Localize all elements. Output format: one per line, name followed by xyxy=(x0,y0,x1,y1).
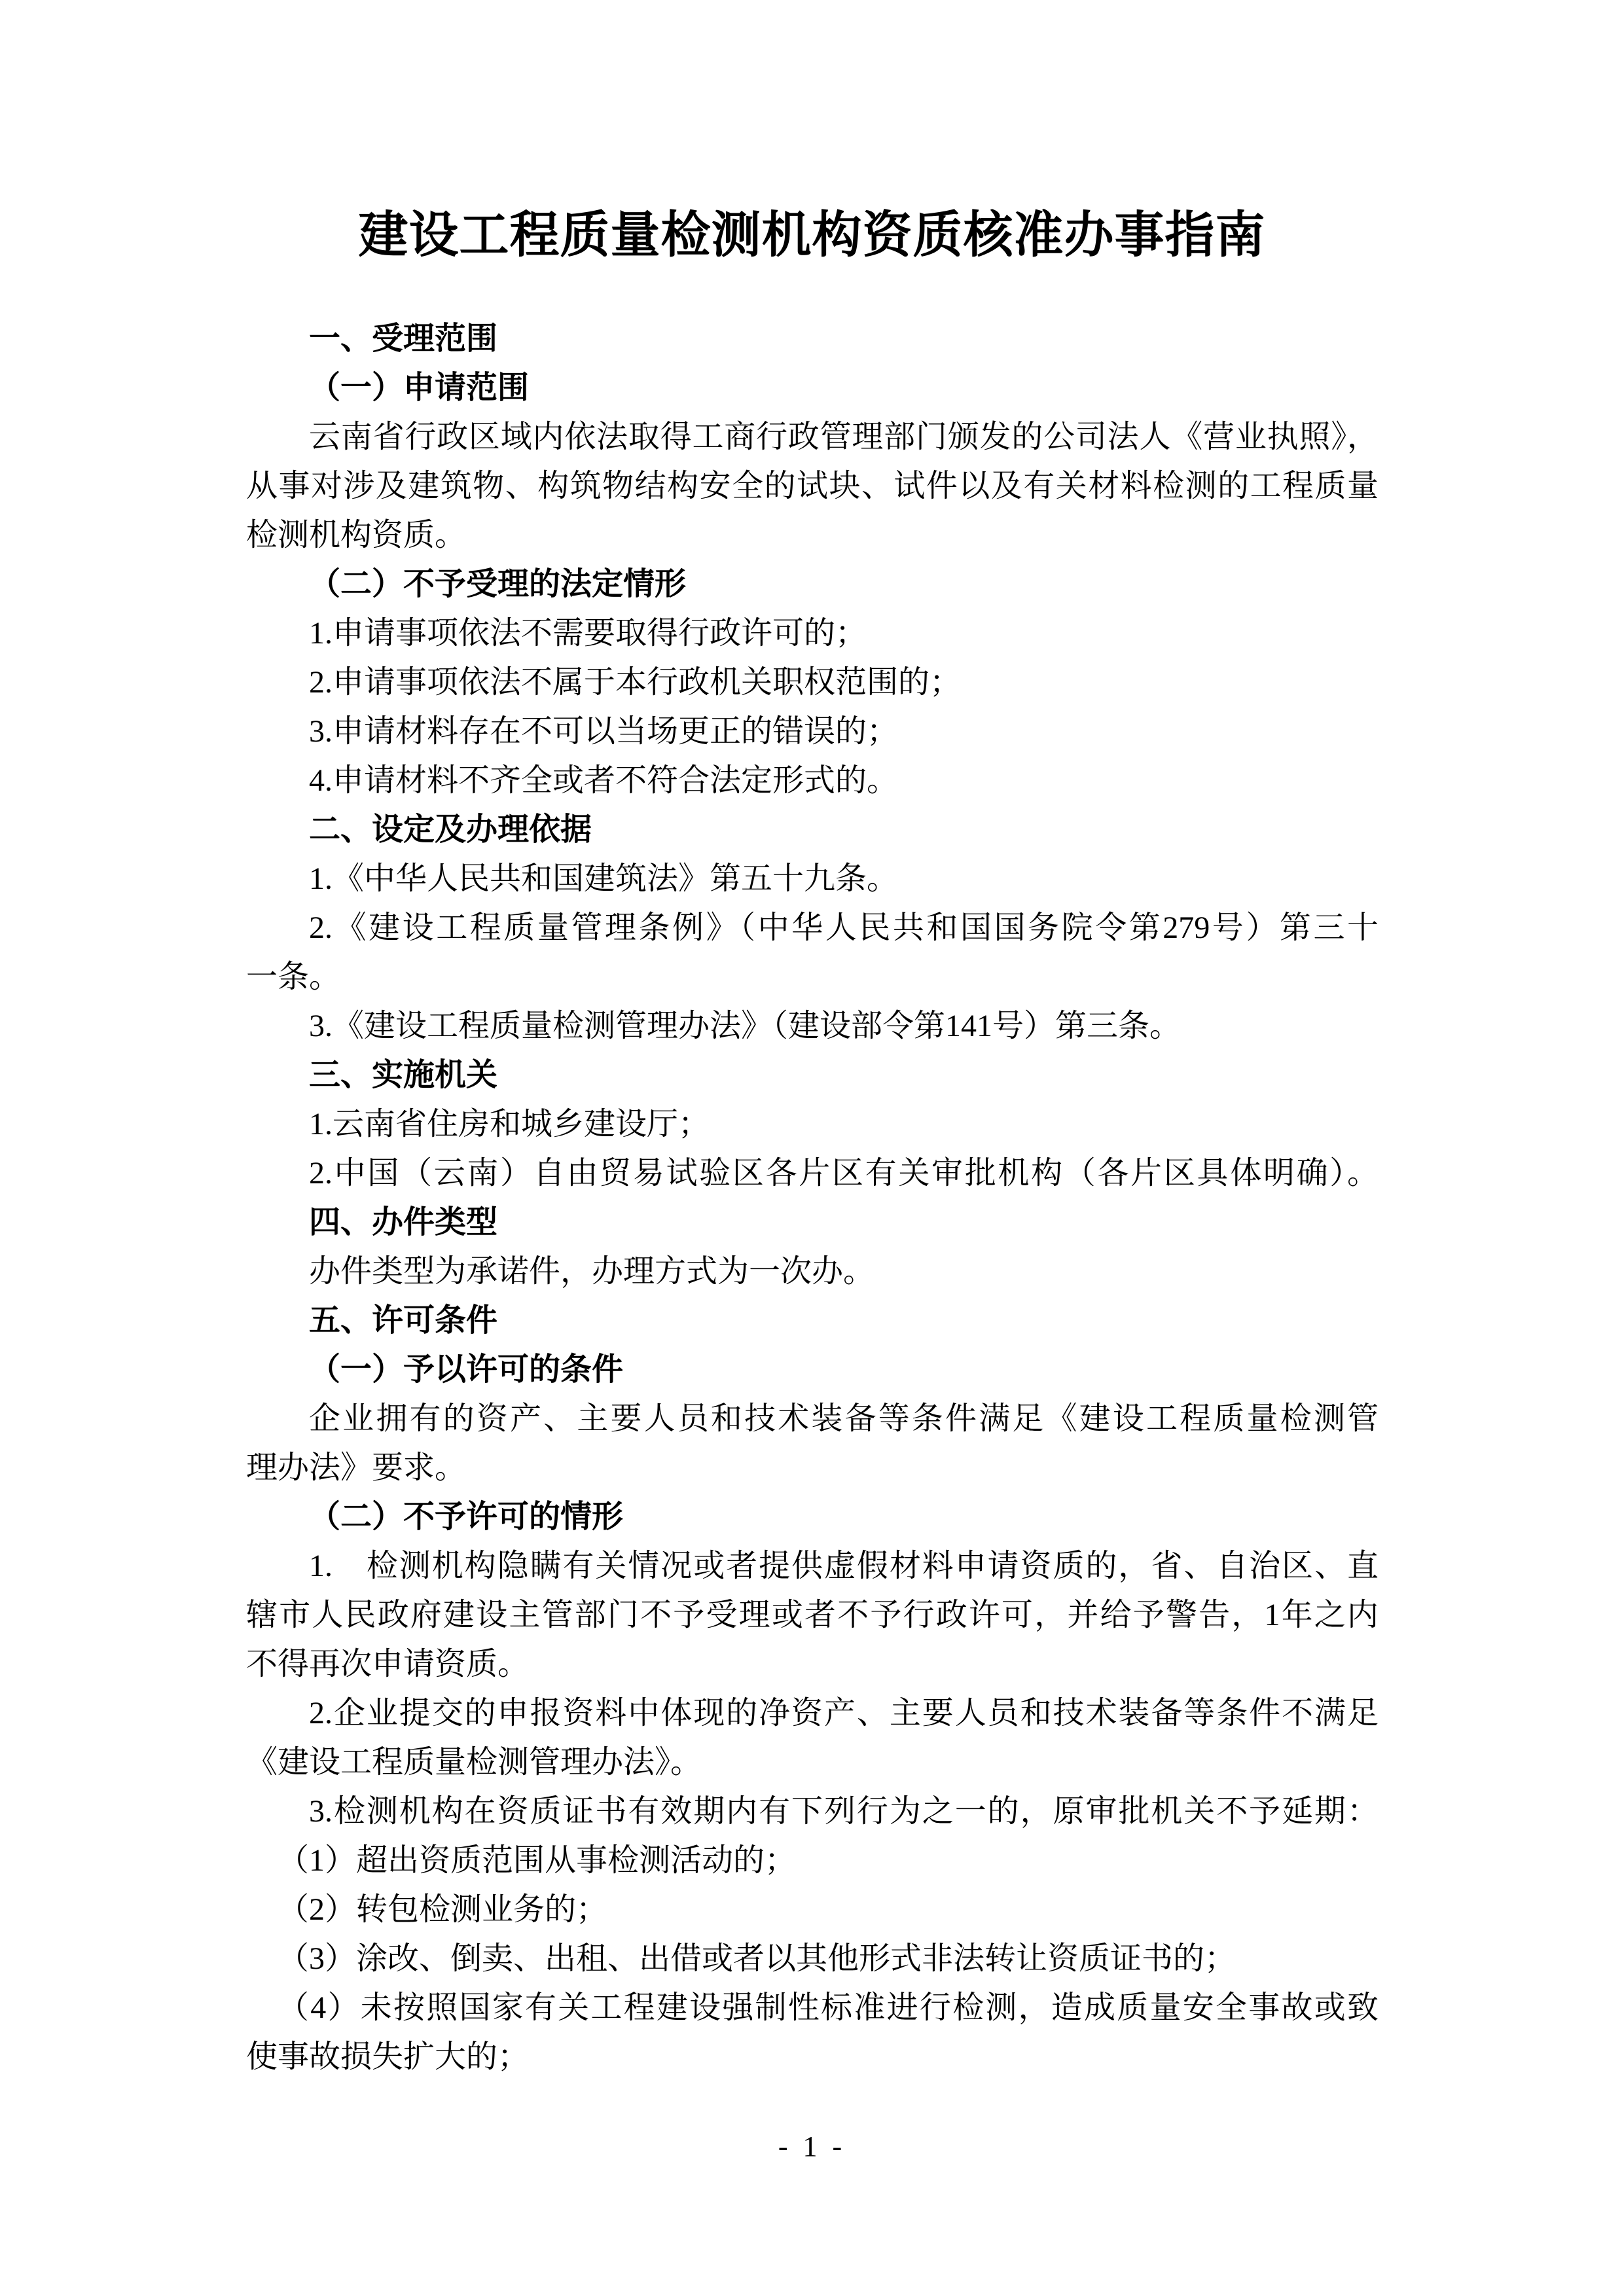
text-line: 2.中国（云南）自由贸易试验区各片区有关审批机构（各片区具体明确）。 xyxy=(309,1156,1379,1191)
heading-line: 三、实施机关 xyxy=(309,1058,498,1092)
text-line: 云南省行政区域内依法取得工商行政管理部门颁发的公司法人《营业执照》， xyxy=(309,420,1379,454)
text-line: 《建设工程质量检测管理办法》。 xyxy=(246,1745,702,1780)
document-body xyxy=(246,314,1379,2081)
text-line: 2.《建设工程质量管理条例》（中华人民共和国国务院令第279号）第三十 xyxy=(309,910,1379,945)
text-line: 使事故损失扩大的； xyxy=(246,2039,530,2074)
text-line: 1.《中华人民共和国建筑法》第五十九条。 xyxy=(309,861,899,896)
text-line: 3.申请材料存在不可以当场更正的错误的； xyxy=(309,714,899,749)
heading-line: 二、设定及办理依据 xyxy=(309,812,592,847)
text-line: 一条。 xyxy=(246,960,341,994)
heading-line: 一、受理范围 xyxy=(309,321,498,356)
text-line: （4）未按照国家有关工程建设强制性标准进行检测，造成质量安全事故或致 xyxy=(278,1990,1379,2025)
document-title: 建设工程质量检测机构资质核准办事指南 xyxy=(358,207,1266,263)
heading-line: （二）不予许可的情形 xyxy=(309,1499,624,1534)
text-line: 办件类型为承诺件，办理方式为一次办。 xyxy=(309,1254,875,1289)
text-line: 不得再次申请资质。 xyxy=(246,1647,530,1681)
text-line: 企业拥有的资产、主要人员和技术装备等条件满足《建设工程质量检测管 xyxy=(309,1401,1379,1436)
text-line: 2.申请事项依法不属于本行政机关职权范围的； xyxy=(309,665,962,700)
heading-line: （一）予以许可的条件 xyxy=(309,1352,624,1387)
heading-line: （一）申请范围 xyxy=(309,370,530,405)
page-number: - 1 - xyxy=(778,2130,846,2162)
heading-line: 四、办件类型 xyxy=(309,1205,498,1240)
text-line: 1. 检测机构隐瞒有关情况或者提供虚假材料申请资质的，省、自治区、直 xyxy=(309,1549,1379,1583)
text-line: 辖市人民政府建设主管部门不予受理或者不予行政许可，并给予警告，1年之内 xyxy=(246,1598,1379,1632)
heading-line: （二）不予受理的法定情形 xyxy=(309,567,687,601)
text-line: 1.云南省住房和城乡建设厅； xyxy=(309,1107,710,1141)
text-line: （3）涂改、倒卖、出租、出借或者以其他形式非法转让资质证书的； xyxy=(278,1941,1236,1976)
text-line: （2）转包检测业务的； xyxy=(278,1892,608,1927)
text-line: 检测机构资质。 xyxy=(246,518,467,552)
text-line: 2.企业提交的申报资料中体现的净资产、主要人员和技术装备等条件不满足 xyxy=(309,1696,1379,1731)
text-line: 4.申请材料不齐全或者不符合法定形式的。 xyxy=(309,763,899,798)
text-line: 1.申请事项依法不需要取得行政许可的； xyxy=(309,616,867,651)
text-line: （1）超出资质范围从事检测活动的； xyxy=(278,1843,797,1878)
text-line: 从事对涉及建筑物、构筑物结构安全的试块、试件以及有关材料检测的工程质量 xyxy=(246,469,1379,503)
text-line: 3.检测机构在资质证书有效期内有下列行为之一的，原审批机关不予延期： xyxy=(309,1794,1379,1829)
text-line: 理办法》要求。 xyxy=(246,1450,467,1485)
heading-line: 五、许可条件 xyxy=(309,1303,498,1338)
text-line: 3.《建设工程质量检测管理办法》（建设部令第141号）第三条。 xyxy=(309,1009,1182,1043)
